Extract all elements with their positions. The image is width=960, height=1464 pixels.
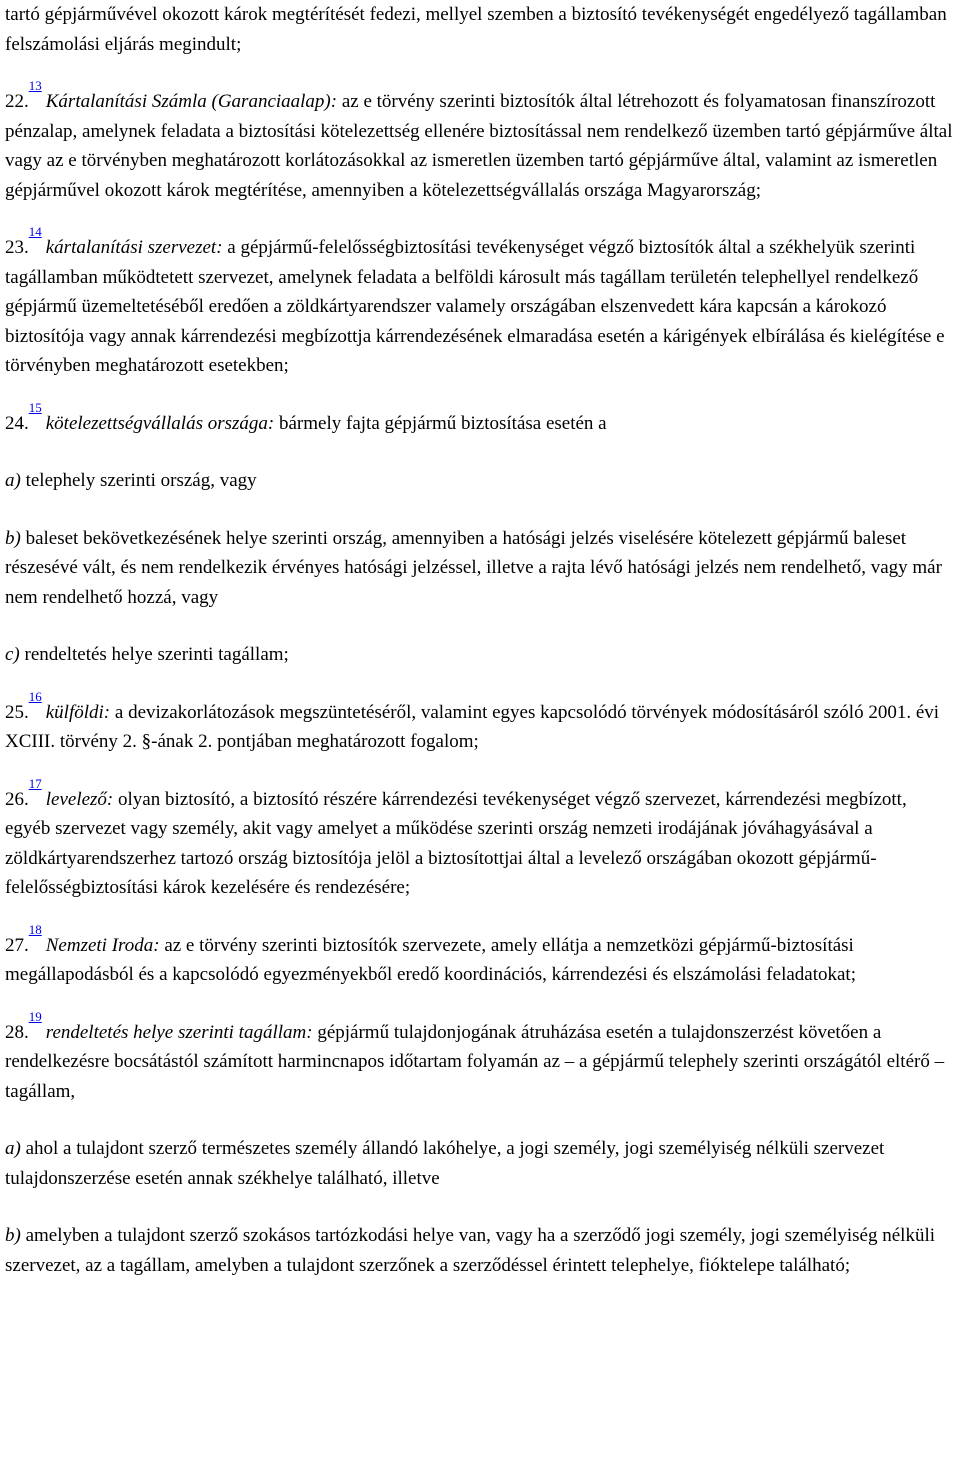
definition-26 [5, 775, 954, 903]
definition-text: az e törvény szerinti biztosítók által létrehozott és folyamatosan finanszírozott pénzalap, amelynek feladata a biztosítási kötelezettség ellenére biztosítással nem rendelkező üzemben tartó gépjárműve által vagy az e törvényben meghatározott korlátozásokkal az ismeretlen üzemben tartó gépjárműve által, valamint az ismeretlen gépjárművel okozott károk megtérítése, amennyiben a kötelezettségvállalás országa Magyarország; [5, 91, 953, 201]
paragraph-continuation [5, 0, 954, 59]
footnote-link[interactable]: 13 [28, 78, 42, 93]
definition-text: gépjármű tulajdonjogának átruházása esetén a tulajdonszerzést követően a rendelkezésre bocsátástól számított harmincnapos időtartam folyamán az – a gépjármű telephely szerinti országától eltérő – tagállam, [5, 1021, 945, 1102]
subpoint-letter: b) [5, 1225, 21, 1246]
footnote-link[interactable]: 16 [28, 688, 42, 704]
definition-text: bármely fajta gépjármű biztosítása esetén a [274, 412, 607, 434]
footnote-link[interactable]: 15 [28, 399, 42, 415]
definition-25 [5, 688, 954, 757]
defined-term: levelező: [45, 788, 114, 810]
definition-22 [5, 78, 954, 205]
defined-term: kötelezettségvállalás országa: [45, 412, 275, 434]
definition-text: az e törvény szerinti biztosítók szervezete, amely ellátja a nemzetközi gépjármű-biztosítási megállapodásból és a kapcsolódó egyezményekből eredő koordinációs, kárrendezési és elszámolási feladatokat; [5, 934, 856, 985]
defined-term: Nemzeti Iroda: [45, 934, 160, 956]
item-number: 26. [5, 788, 29, 810]
definition-text: a gépjármű-felelősségbiztosítási tevékenységet végző biztosítók által a székhelyük szerinti tagállamban működtetett szervezet, amelynek feladata a belföldi károsult más tagállam területén telephellyel rendelkező gépjármű üzemeltetéséből eredően a zöldkártyarendszer valamely országában elszenvedett kára kapcsán a károkozó biztosítója vagy annak kárrendezési megbízottja kárrendezésének elmaradása esetén a kárigények elbírálása és kielégítése e törvényben meghatározott esetekben; [5, 237, 945, 376]
item-number: 27. [5, 934, 29, 956]
subpoint-letter: b) [5, 527, 21, 549]
subpoint-24-b [5, 524, 954, 613]
definition-23 [5, 224, 954, 381]
item-number: 25. [5, 701, 29, 723]
subpoint-letter: c) [5, 644, 20, 665]
subpoint-letter: a) [5, 470, 21, 491]
definition-text: olyan biztosító, a biztosító részére kárrendezési tevékenységet végző szervezet, kárrendezési megbízott, egyéb szervezet vagy személy, akit vagy amelyet a működése szerinti ország nemzeti irodájának jóváhagyásával a zöldkártyarendszerhez tartozó ország biztosítója jelöl a biztosítottjai által a levelező országában okozott gépjármű-felelősségbiztosítási károk kezelésére és rendezésére; [5, 788, 907, 898]
defined-term: kártalanítási szervezet: [45, 237, 223, 258]
footnote-link[interactable]: 14 [28, 224, 42, 239]
item-number: 28. [5, 1021, 29, 1043]
subpoint-24-c [5, 640, 954, 670]
definition-27 [5, 921, 954, 990]
subpoint-28-b [5, 1221, 954, 1280]
definition-24 [5, 399, 954, 439]
subpoint-24-a [5, 466, 954, 496]
footnote-link[interactable]: 18 [28, 921, 42, 937]
item-number: 23. [5, 237, 29, 258]
footnote-link[interactable]: 17 [28, 775, 42, 791]
subpoint-28-a [5, 1134, 954, 1193]
subpoint-text: baleset bekövetkezésének helye szerinti ország, amennyiben a hatósági jelzés viselésére kötelezett gépjármű baleset részesévé vált, és nem rendelkezik érvényes hatósági jelzéssel, illetve a rajta lévő hatósági jelzés nem rendelhető, vagy már nem rendelhető hozzá, vagy [5, 527, 942, 608]
subpoint-text: telephely szerinti ország, vagy [20, 470, 257, 491]
footnote-link[interactable]: 19 [28, 1008, 42, 1024]
item-number: 24. [5, 412, 29, 434]
subpoint-text: ahol a tulajdont szerző természetes személy állandó lakóhelye, a jogi személy, jogi személyiség nélküli szervezet tulajdonszerzése esetén annak székhelye található, illetve [5, 1138, 885, 1189]
definition-text: a devizakorlátozások megszüntetéséről, valamint egyes kapcsolódó törvények módosításáról szóló 2001. évi XCIII. törvény 2. §-ának 2. pontjában meghatározott fogalom; [5, 701, 940, 752]
defined-term: külföldi: [45, 701, 111, 723]
definition-28 [5, 1008, 954, 1107]
subpoint-letter: a) [5, 1138, 21, 1159]
defined-term: Kártalanítási Számla (Garanciaalap): [45, 91, 338, 112]
paragraph-text: tartó gépjárművével okozott károk megtérítését fedezi, mellyel szemben a biztosító tevékenységét engedélyező tagállamban felszámolási eljárás megindult; [5, 4, 947, 55]
item-number: 22. [5, 91, 29, 112]
subpoint-text: rendeltetés helye szerinti tagállam; [19, 644, 289, 665]
defined-term: rendeltetés helye szerinti tagállam: [45, 1021, 313, 1043]
subpoint-text: amelyben a tulajdont szerző szokásos tartózkodási helye van, vagy ha a szerződő jogi személy, jogi személyiség nélküli szervezet, az a tagállam, amelyben a tulajdont szerzőnek a szerződéssel érintett telephelye, fióktelepe található; [5, 1225, 935, 1276]
